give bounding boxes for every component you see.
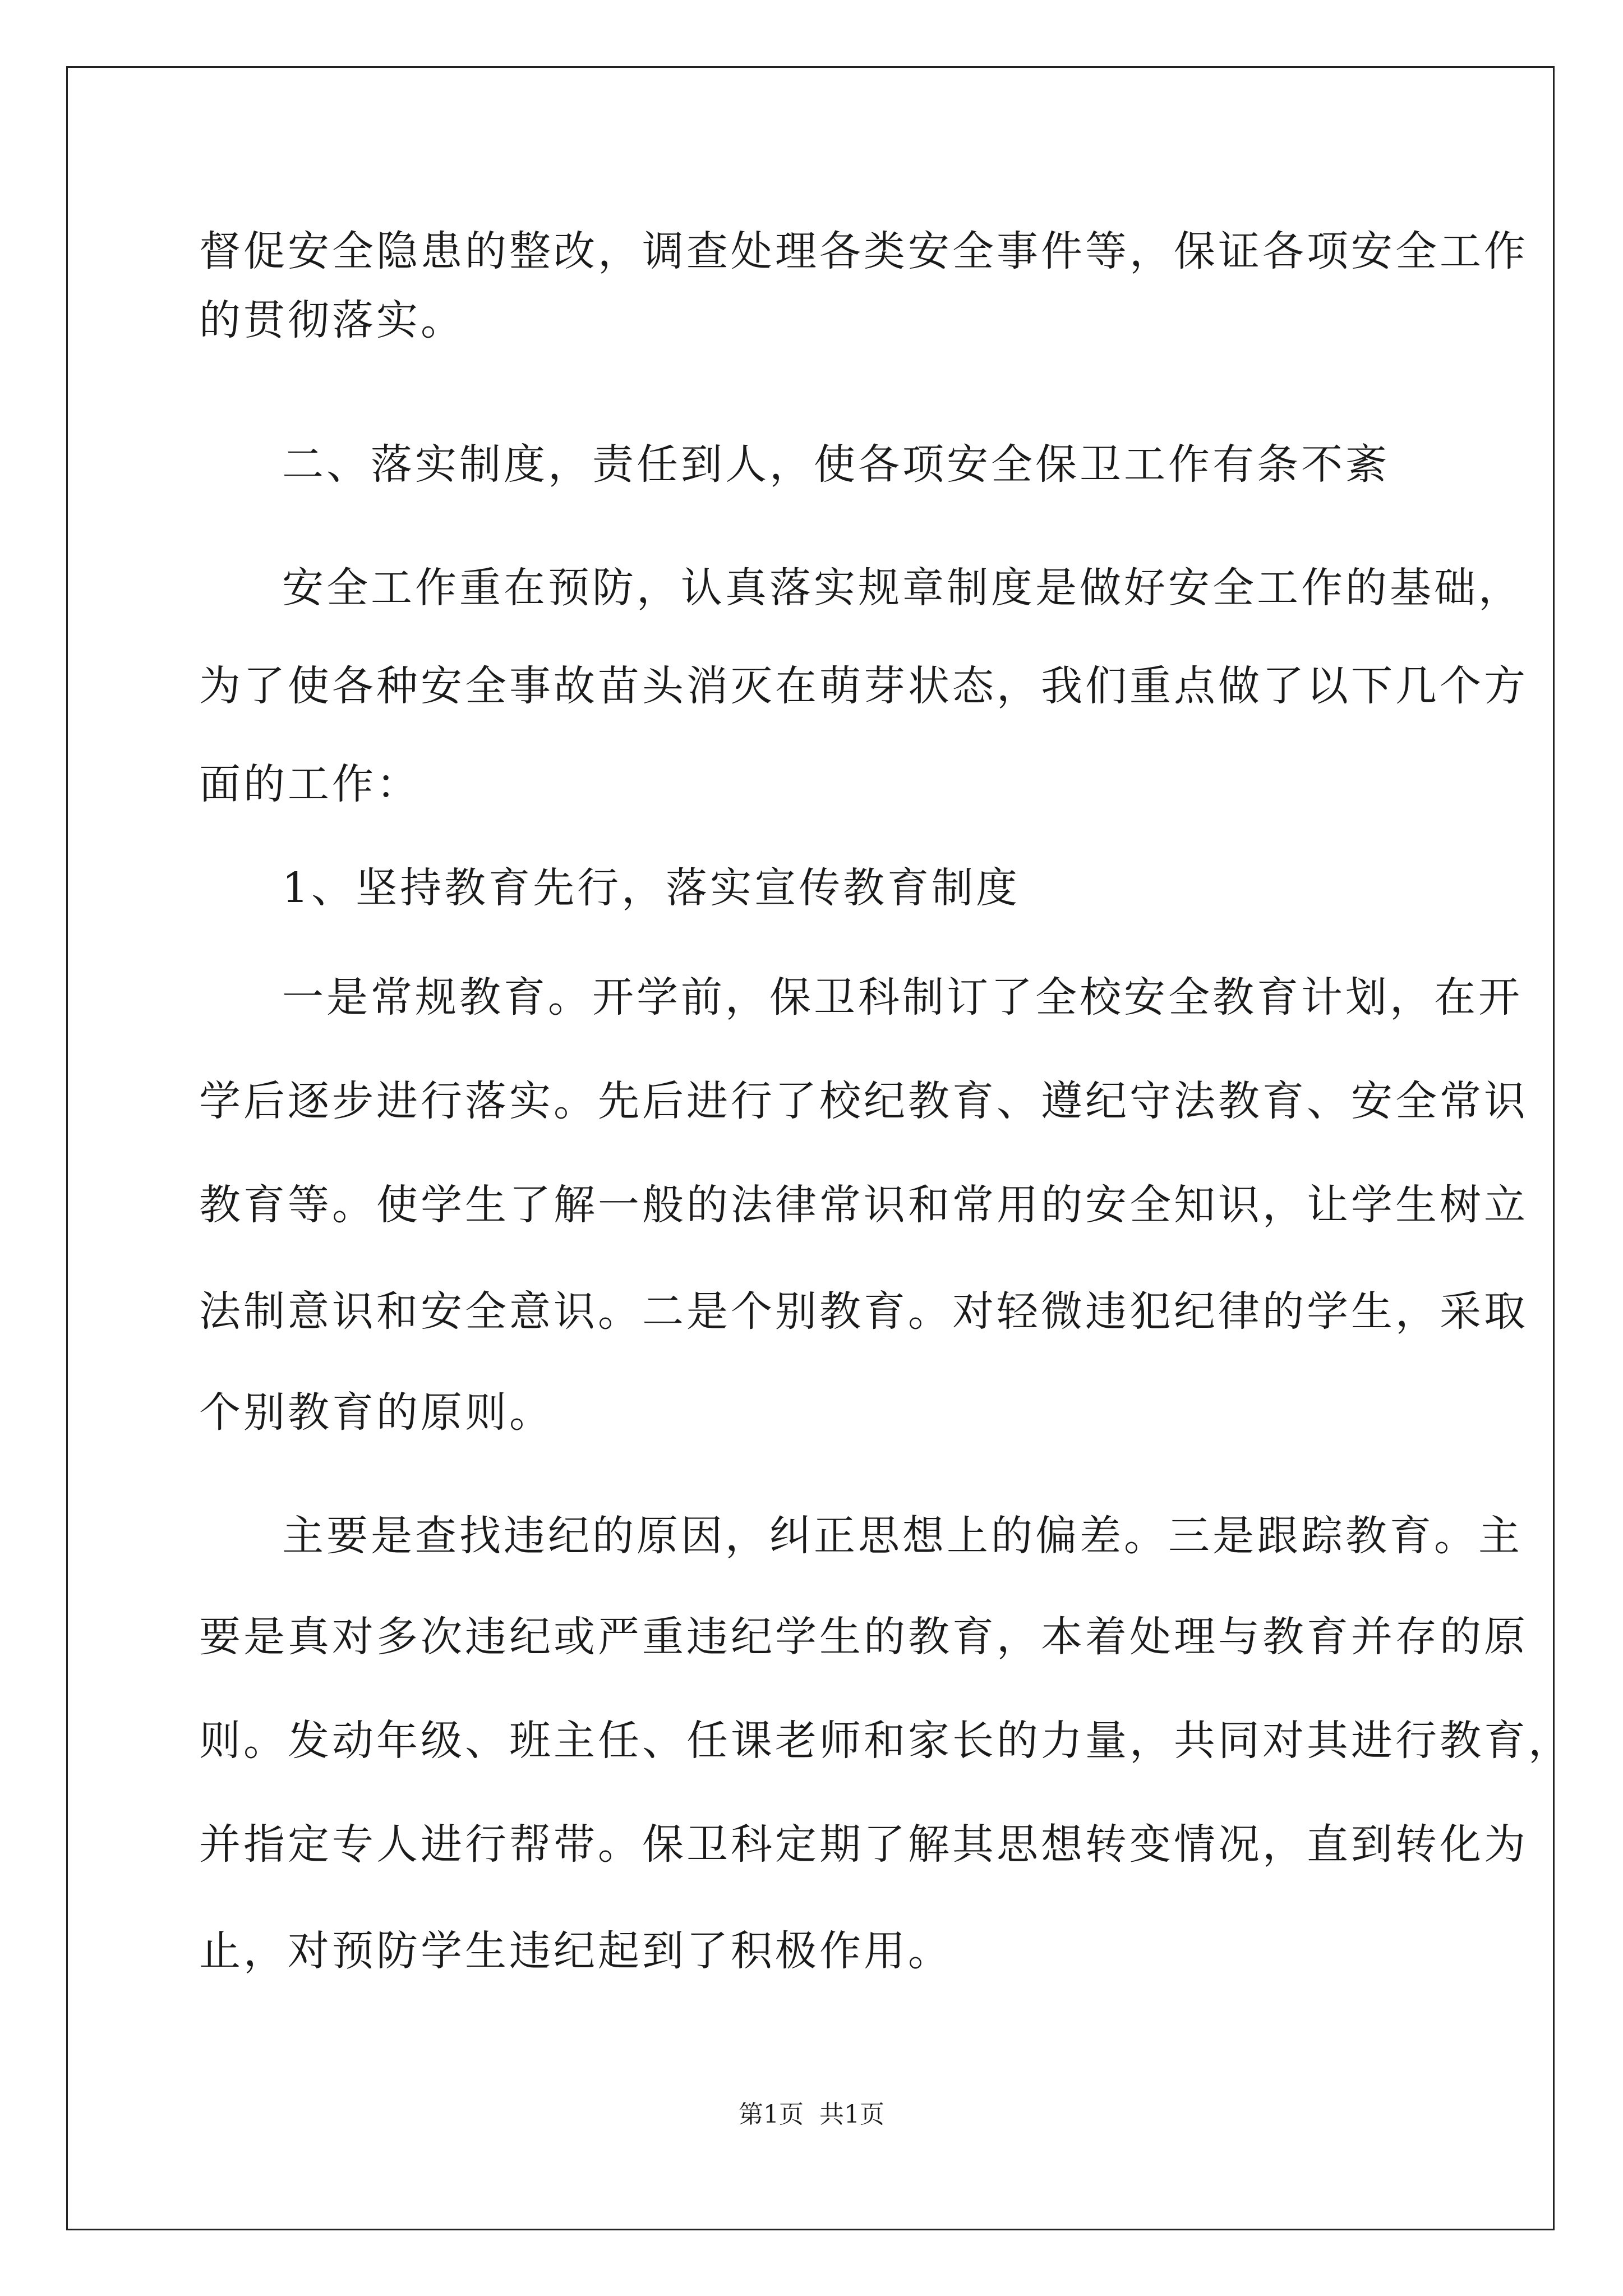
text-line: 则。发动年级、班主任、任课老师和家长的力量，共同对其进行教育， xyxy=(199,1717,1573,1765)
text-line: 教育等。使学生了解一般的法律常识和常用的安全知识，让学生树立 xyxy=(199,1181,1528,1229)
text-line: 止，对预防学生违纪起到了积极作用。 xyxy=(199,1927,952,1975)
page-total: 共1页 xyxy=(819,2100,884,2129)
text-line: 一是常规教育。开学前，保卫科制订了全校安全教育计划，在开 xyxy=(282,973,1523,1022)
page-footer xyxy=(0,2098,1623,2132)
text-line: 法制意识和安全意识。二是个别教育。对轻微违犯纪律的学生，采取 xyxy=(199,1287,1528,1336)
text-line: 为了使各种安全事故苗头消灭在萌芽状态，我们重点做了以下几个方 xyxy=(199,662,1528,710)
text-line: 个别教育的原则。 xyxy=(199,1388,554,1437)
text-line: 安全工作重在预防，认真落实规章制度是做好安全工作的基础， xyxy=(282,564,1523,612)
text-line: 主要是查找违纪的原因，纠正思想上的偏差。三是跟踪教育。主 xyxy=(282,1512,1523,1560)
page-number: 第1页 xyxy=(739,2100,804,2129)
text-line: 要是真对多次违纪或严重违纪学生的教育，本着处理与教育并存的原 xyxy=(199,1613,1528,1661)
text-line: 的贯彻落实。 xyxy=(199,296,465,344)
text-line: 督促安全隐患的整改，调查处理各类安全事件等，保证各项安全工作 xyxy=(199,227,1528,275)
section-heading: 二、落实制度，责任到人，使各项安全保卫工作有条不紊 xyxy=(282,440,1390,489)
text-line: 面的工作： xyxy=(199,760,421,808)
page-border xyxy=(66,66,1555,2230)
text-line: 并指定专人进行帮带。保卫科定期了解其思想转变情况，直到转化为 xyxy=(199,1820,1528,1869)
subsection-heading: 1、坚持教育先行，落实宣传教育制度 xyxy=(282,864,1021,912)
text-line: 学后逐步进行落实。先后进行了校纪教育、遵纪守法教育、安全常识 xyxy=(199,1077,1528,1125)
